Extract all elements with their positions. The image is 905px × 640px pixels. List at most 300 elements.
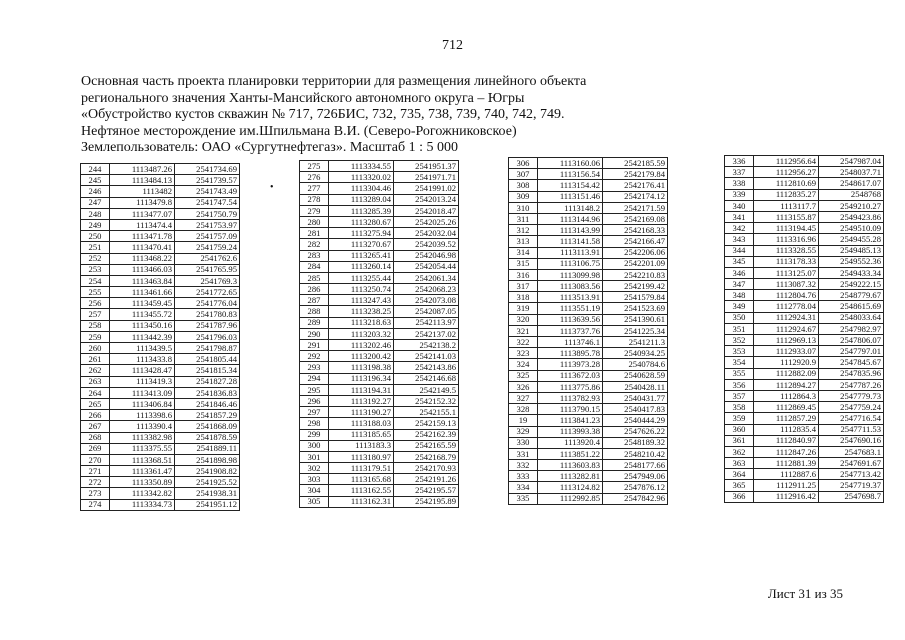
table-row [509, 292, 668, 303]
x-coordinate: 1113737.76 [538, 325, 603, 336]
y-coordinate: 2542138.2 [394, 340, 459, 351]
point-number: 249 [81, 219, 110, 230]
table-row [300, 340, 459, 351]
y-coordinate: 2542165.59 [394, 440, 459, 451]
x-coordinate: 1113479.8 [110, 197, 175, 208]
table-row [81, 365, 240, 376]
y-coordinate: 2541765.95 [175, 264, 240, 275]
y-coordinate: 2540628.59 [603, 370, 668, 381]
y-coordinate: 2542152.32 [394, 395, 459, 406]
x-coordinate: 1112920.9 [754, 357, 819, 368]
y-coordinate: 2541757.09 [175, 231, 240, 242]
point-number: 366 [725, 491, 754, 502]
x-coordinate: 1113162.31 [329, 496, 394, 507]
point-number: 317 [509, 281, 538, 292]
x-coordinate: 1112969.13 [754, 335, 819, 346]
table-row [300, 161, 459, 172]
y-coordinate: 2541889.11 [175, 443, 240, 454]
y-coordinate: 2542054.44 [394, 261, 459, 272]
x-coordinate: 1113603.83 [538, 460, 603, 471]
point-number: 250 [81, 231, 110, 242]
y-coordinate: 2540417.83 [603, 404, 668, 415]
table-row [725, 211, 884, 222]
point-number: 310 [509, 202, 538, 213]
x-coordinate: 1113474.4 [110, 219, 175, 230]
y-coordinate: 2541938.31 [175, 488, 240, 499]
y-coordinate: 2547716.54 [819, 413, 884, 424]
point-number: 311 [509, 213, 538, 224]
x-coordinate: 1113194.31 [329, 384, 394, 395]
table-row [509, 460, 668, 471]
table-row [725, 491, 884, 502]
x-coordinate: 1113895.78 [538, 348, 603, 359]
point-number: 252 [81, 253, 110, 264]
y-coordinate: 2541798.87 [175, 343, 240, 354]
y-coordinate: 2542137.02 [394, 328, 459, 339]
y-coordinate: 2547982.97 [819, 323, 884, 334]
table-row [725, 312, 884, 323]
point-number: 354 [725, 357, 754, 368]
x-coordinate: 1112869.45 [754, 402, 819, 413]
point-number: 314 [509, 247, 538, 258]
y-coordinate: 2541769.3 [175, 275, 240, 286]
y-coordinate: 2541579.84 [603, 292, 668, 303]
table-row [509, 225, 668, 236]
y-coordinate: 2549222.15 [819, 279, 884, 290]
table-row [81, 398, 240, 409]
table-row [81, 331, 240, 342]
x-coordinate: 1113468.22 [110, 253, 175, 264]
point-number: 282 [300, 239, 329, 250]
y-coordinate: 2547797.01 [819, 346, 884, 357]
x-coordinate: 1113143.99 [538, 225, 603, 236]
y-coordinate: 2541734.69 [175, 164, 240, 175]
y-coordinate: 2542206.06 [603, 247, 668, 258]
table-row [300, 261, 459, 272]
x-coordinate: 1113218.63 [329, 317, 394, 328]
point-number: 359 [725, 413, 754, 424]
point-number: 331 [509, 448, 538, 459]
x-coordinate: 1112847.26 [754, 446, 819, 457]
y-coordinate: 2541211.3 [603, 337, 668, 348]
x-coordinate: 1112835.27 [754, 189, 819, 200]
point-number: 306 [509, 158, 538, 169]
point-number: 336 [725, 156, 754, 167]
x-coordinate: 1113190.27 [329, 407, 394, 418]
y-coordinate: 2542025.26 [394, 216, 459, 227]
x-coordinate: 1113125.07 [754, 267, 819, 278]
table-row [300, 317, 459, 328]
point-number: 248 [81, 208, 110, 219]
point-number: 319 [509, 303, 538, 314]
table-row [81, 309, 240, 320]
y-coordinate: 2542179.84 [603, 169, 668, 180]
y-coordinate: 2541739.57 [175, 175, 240, 186]
point-number: 262 [81, 365, 110, 376]
coordinates-table-3 [508, 157, 668, 505]
y-coordinate: 2541991.02 [394, 183, 459, 194]
table-row [509, 158, 668, 169]
x-coordinate: 1112916.42 [754, 491, 819, 502]
table-row [725, 357, 884, 368]
y-coordinate: 2542039.52 [394, 239, 459, 250]
y-coordinate: 2540431.77 [603, 392, 668, 403]
table-row [81, 466, 240, 477]
table-row [81, 164, 240, 175]
x-coordinate: 1113320.02 [329, 172, 394, 183]
y-coordinate: 2541805.44 [175, 354, 240, 365]
x-coordinate: 1113513.91 [538, 292, 603, 303]
table-row [300, 496, 459, 507]
y-coordinate: 2547806.07 [819, 335, 884, 346]
y-coordinate: 2549210.27 [819, 200, 884, 211]
y-coordinate: 2547683.1 [819, 446, 884, 457]
table-row [300, 474, 459, 485]
table-row [81, 343, 240, 354]
x-coordinate: 1113439.5 [110, 343, 175, 354]
point-number: 289 [300, 317, 329, 328]
table-row [509, 426, 668, 437]
point-number: 281 [300, 228, 329, 239]
table-row [81, 421, 240, 432]
x-coordinate: 1113148.2 [538, 202, 603, 213]
x-coordinate: 1113141.58 [538, 236, 603, 247]
point-number: 309 [509, 191, 538, 202]
table-row [509, 482, 668, 493]
y-coordinate: 2541750.79 [175, 208, 240, 219]
x-coordinate: 1113155.87 [754, 211, 819, 222]
table-row [300, 463, 459, 474]
y-coordinate: 2547698.7 [819, 491, 884, 502]
y-coordinate: 2547759.24 [819, 402, 884, 413]
point-number: 353 [725, 346, 754, 357]
x-coordinate: 1113450.16 [110, 320, 175, 331]
x-coordinate: 1113973.28 [538, 359, 603, 370]
point-number: 349 [725, 301, 754, 312]
table-row [81, 231, 240, 242]
x-coordinate: 1112778.04 [754, 301, 819, 312]
table-row [509, 337, 668, 348]
point-number: 324 [509, 359, 538, 370]
x-coordinate: 1113398.6 [110, 410, 175, 421]
point-number: 364 [725, 469, 754, 480]
x-coordinate: 1113179.51 [329, 463, 394, 474]
y-coordinate: 2542061.34 [394, 272, 459, 283]
x-coordinate: 1113463.84 [110, 275, 175, 286]
y-coordinate: 2542170.93 [394, 463, 459, 474]
point-number: 300 [300, 440, 329, 451]
table-row [725, 290, 884, 301]
point-number: 19 [509, 415, 538, 426]
y-coordinate: 2541796.03 [175, 331, 240, 342]
point-number: 283 [300, 250, 329, 261]
point-number: 268 [81, 432, 110, 443]
point-number: 348 [725, 290, 754, 301]
point-number: 258 [81, 320, 110, 331]
table-row [81, 197, 240, 208]
table-row [300, 429, 459, 440]
x-coordinate: 1113368.51 [110, 454, 175, 465]
point-number: 357 [725, 390, 754, 401]
table-row [300, 440, 459, 451]
table-row [300, 418, 459, 429]
point-number: 259 [81, 331, 110, 342]
y-coordinate: 2547787.26 [819, 379, 884, 390]
y-coordinate: 2541827.28 [175, 376, 240, 387]
y-coordinate: 2542169.08 [603, 213, 668, 224]
point-number: 270 [81, 454, 110, 465]
point-number: 247 [81, 197, 110, 208]
table-row [725, 323, 884, 334]
x-coordinate: 1112864.3 [754, 390, 819, 401]
y-coordinate: 2548210.42 [603, 448, 668, 459]
point-number: 267 [81, 421, 110, 432]
x-coordinate: 1113316.96 [754, 234, 819, 245]
y-coordinate: 2540444.29 [603, 415, 668, 426]
point-number: 341 [725, 211, 754, 222]
point-number: 344 [725, 245, 754, 256]
point-number: 322 [509, 337, 538, 348]
x-coordinate: 1113202.46 [329, 340, 394, 351]
page-number: 712 [442, 38, 463, 53]
table-row [725, 223, 884, 234]
point-number: 355 [725, 368, 754, 379]
scan-speck: • [270, 182, 274, 193]
point-number: 308 [509, 180, 538, 191]
table-row [725, 279, 884, 290]
point-number: 285 [300, 272, 329, 283]
x-coordinate: 1113154.42 [538, 180, 603, 191]
y-coordinate: 2547779.73 [819, 390, 884, 401]
table-row [300, 239, 459, 250]
table-row [81, 454, 240, 465]
y-coordinate: 2541815.34 [175, 365, 240, 376]
y-coordinate: 2542032.04 [394, 228, 459, 239]
point-number: 312 [509, 225, 538, 236]
point-number: 293 [300, 362, 329, 373]
table-row [81, 499, 240, 510]
x-coordinate: 1113406.84 [110, 398, 175, 409]
point-number: 343 [725, 234, 754, 245]
x-coordinate: 1113194.45 [754, 223, 819, 234]
x-coordinate: 1113419.3 [110, 376, 175, 387]
y-coordinate: 2542113.97 [394, 317, 459, 328]
y-coordinate: 2548617.07 [819, 178, 884, 189]
y-coordinate: 2542141.03 [394, 351, 459, 362]
point-number: 337 [725, 167, 754, 178]
table-row [81, 354, 240, 365]
table-row [725, 435, 884, 446]
table-row [300, 172, 459, 183]
point-number: 265 [81, 398, 110, 409]
x-coordinate: 1113841.23 [538, 415, 603, 426]
y-coordinate: 2542018.47 [394, 205, 459, 216]
y-coordinate: 2549485.13 [819, 245, 884, 256]
point-number: 346 [725, 267, 754, 278]
y-coordinate: 2541776.04 [175, 298, 240, 309]
point-number: 303 [300, 474, 329, 485]
table-row [300, 328, 459, 339]
y-coordinate: 2548189.32 [603, 437, 668, 448]
x-coordinate: 1113282.81 [538, 471, 603, 482]
y-coordinate: 2542168.33 [603, 225, 668, 236]
x-coordinate: 1113180.97 [329, 451, 394, 462]
x-coordinate: 1113188.03 [329, 418, 394, 429]
x-coordinate: 1113151.46 [538, 191, 603, 202]
x-coordinate: 1113455.72 [110, 309, 175, 320]
y-coordinate: 2541762.6 [175, 253, 240, 264]
y-coordinate: 2549510.09 [819, 223, 884, 234]
table-row [725, 390, 884, 401]
y-coordinate: 2541878.59 [175, 432, 240, 443]
point-number: 326 [509, 381, 538, 392]
point-number: 297 [300, 407, 329, 418]
table-row [81, 477, 240, 488]
y-coordinate: 2542013.24 [394, 194, 459, 205]
point-number: 350 [725, 312, 754, 323]
table-row [509, 493, 668, 504]
point-number: 271 [81, 466, 110, 477]
point-number: 330 [509, 437, 538, 448]
y-coordinate: 2547842.96 [603, 493, 668, 504]
y-coordinate: 2549433.34 [819, 267, 884, 278]
x-coordinate: 1113782.93 [538, 392, 603, 403]
y-coordinate: 2541743.49 [175, 186, 240, 197]
table-row [509, 191, 668, 202]
y-coordinate: 2549552.36 [819, 256, 884, 267]
table-row [300, 373, 459, 384]
x-coordinate: 1112882.09 [754, 368, 819, 379]
y-coordinate: 2547711.53 [819, 424, 884, 435]
point-number: 273 [81, 488, 110, 499]
x-coordinate: 1113350.89 [110, 477, 175, 488]
table-row [725, 469, 884, 480]
point-number: 291 [300, 340, 329, 351]
point-number: 335 [509, 493, 538, 504]
point-number: 276 [300, 172, 329, 183]
y-coordinate: 2541898.98 [175, 454, 240, 465]
point-number: 295 [300, 384, 329, 395]
table-row [300, 183, 459, 194]
y-coordinate: 2542073.08 [394, 295, 459, 306]
table-row [81, 208, 240, 219]
point-number: 316 [509, 269, 538, 280]
table-row [81, 242, 240, 253]
table-row [300, 451, 459, 462]
point-number: 323 [509, 348, 538, 359]
table-row [509, 325, 668, 336]
x-coordinate: 1113746.1 [538, 337, 603, 348]
x-coordinate: 1113390.4 [110, 421, 175, 432]
table-row [509, 359, 668, 370]
point-number: 254 [81, 275, 110, 286]
x-coordinate: 1113672.03 [538, 370, 603, 381]
y-coordinate: 2541225.34 [603, 325, 668, 336]
y-coordinate: 2542191.26 [394, 474, 459, 485]
x-coordinate: 1113466.03 [110, 264, 175, 275]
table-row [81, 275, 240, 286]
table-row [300, 351, 459, 362]
table-row [300, 228, 459, 239]
x-coordinate: 1113487.26 [110, 164, 175, 175]
x-coordinate: 1113250.74 [329, 284, 394, 295]
x-coordinate: 1112911.25 [754, 480, 819, 491]
table-row [725, 346, 884, 357]
point-number: 332 [509, 460, 538, 471]
point-number: 356 [725, 379, 754, 390]
table-row [81, 253, 240, 264]
point-number: 342 [725, 223, 754, 234]
y-coordinate: 2541523.69 [603, 303, 668, 314]
y-coordinate: 2541971.71 [394, 172, 459, 183]
x-coordinate: 1113482 [110, 186, 175, 197]
y-coordinate: 2541772.65 [175, 287, 240, 298]
y-coordinate: 2541857.29 [175, 410, 240, 421]
x-coordinate: 1113328.55 [754, 245, 819, 256]
table-row [509, 348, 668, 359]
y-coordinate: 2548177.66 [603, 460, 668, 471]
y-coordinate: 2542195.57 [394, 485, 459, 496]
point-number: 320 [509, 314, 538, 325]
x-coordinate: 1113260.14 [329, 261, 394, 272]
table-row [509, 448, 668, 459]
point-number: 287 [300, 295, 329, 306]
x-coordinate: 1112894.27 [754, 379, 819, 390]
x-coordinate: 1112881.39 [754, 458, 819, 469]
table-row [509, 202, 668, 213]
x-coordinate: 1113124.82 [538, 482, 603, 493]
table-row [81, 264, 240, 275]
x-coordinate: 1113178.33 [754, 256, 819, 267]
x-coordinate: 1113920.4 [538, 437, 603, 448]
point-number: 245 [81, 175, 110, 186]
table-row [300, 284, 459, 295]
x-coordinate: 1113375.55 [110, 443, 175, 454]
table-row [725, 379, 884, 390]
table-row [300, 362, 459, 373]
table-row [509, 258, 668, 269]
point-number: 360 [725, 424, 754, 435]
point-number: 296 [300, 395, 329, 406]
point-number: 288 [300, 306, 329, 317]
y-coordinate: 2542087.05 [394, 306, 459, 317]
point-number: 361 [725, 435, 754, 446]
x-coordinate: 1113775.86 [538, 381, 603, 392]
table-row [725, 368, 884, 379]
table-row [725, 200, 884, 211]
y-coordinate: 2548033.64 [819, 312, 884, 323]
table-row [300, 272, 459, 283]
x-coordinate: 1112924.67 [754, 323, 819, 334]
table-row [725, 335, 884, 346]
table-row [725, 446, 884, 457]
table-row [725, 178, 884, 189]
point-number: 345 [725, 256, 754, 267]
x-coordinate: 1112992.85 [538, 493, 603, 504]
point-number: 257 [81, 309, 110, 320]
x-coordinate: 1113484.13 [110, 175, 175, 186]
table-row [725, 413, 884, 424]
point-number: 272 [81, 477, 110, 488]
x-coordinate: 1113304.46 [329, 183, 394, 194]
point-number: 334 [509, 482, 538, 493]
y-coordinate: 2547835.96 [819, 368, 884, 379]
y-coordinate: 2548615.69 [819, 301, 884, 312]
x-coordinate: 1113238.25 [329, 306, 394, 317]
y-coordinate: 2540934.25 [603, 348, 668, 359]
table-row [509, 303, 668, 314]
x-coordinate: 1113459.45 [110, 298, 175, 309]
